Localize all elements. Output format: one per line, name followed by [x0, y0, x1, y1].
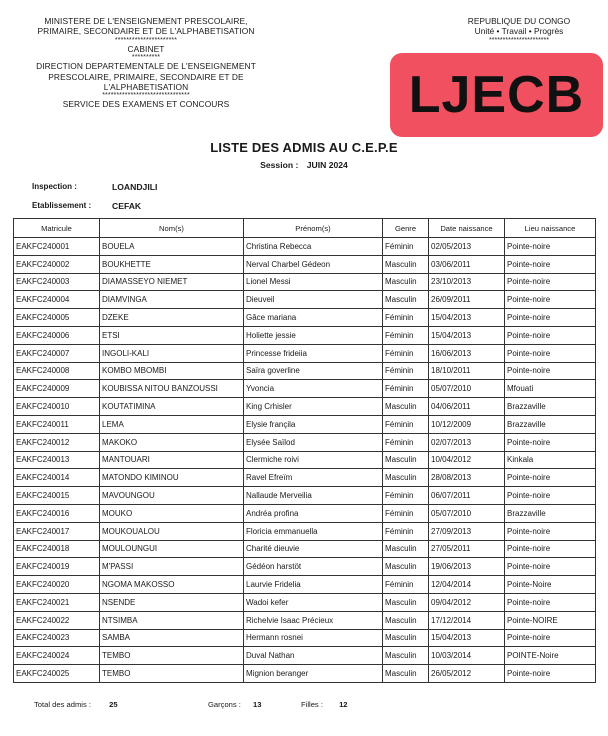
cell-nom: BOUKHETTE: [100, 255, 244, 273]
cell-prenom: King Crhisler: [244, 398, 383, 416]
cell-matricule: EAKFC240010: [14, 398, 100, 416]
cell-lieu-naissance: Brazzaville: [505, 415, 596, 433]
cell-date-naissance: 05/07/2010: [429, 380, 505, 398]
cell-date-naissance: 27/09/2013: [429, 522, 505, 540]
ministry-header: [20, 16, 272, 110]
cell-nom: DIAMASSEYO NIEMET: [100, 273, 244, 291]
cell-prenom: Gédéon harstöt: [244, 558, 383, 576]
table-row: [14, 362, 596, 380]
admis-table: [13, 218, 596, 683]
cabinet-label: CABINET: [127, 43, 165, 54]
cell-genre: Féminin: [383, 576, 429, 594]
table-row: [14, 487, 596, 505]
cell-nom: INGOLI-KALI: [100, 344, 244, 362]
cell-matricule: EAKFC240022: [14, 611, 100, 629]
cell-prenom: Lionel Messi: [244, 273, 383, 291]
cell-prenom: Hermann rosnei: [244, 629, 383, 647]
document-title: LISTE DES ADMIS AU C.E.P.E: [210, 140, 398, 155]
cell-matricule: EAKFC240020: [14, 576, 100, 594]
column-header-genre: Genre: [383, 219, 429, 238]
cell-nom: DZEKE: [100, 309, 244, 327]
cell-lieu-naissance: Brazzaville: [505, 504, 596, 522]
direction-line-2: PRESCOLAIRE, PRIMAIRE, SECONDAIRE ET DE: [48, 71, 244, 82]
table-row: [14, 398, 596, 416]
cell-date-naissance: 15/04/2013: [429, 629, 505, 647]
country-motto: Unité • Travail • Progrès: [474, 26, 564, 37]
cell-lieu-naissance: Pointe-noire: [505, 291, 596, 309]
cell-lieu-naissance: Pointe-noire: [505, 593, 596, 611]
cell-date-naissance: 10/03/2014: [429, 647, 505, 665]
cell-matricule: EAKFC240003: [14, 273, 100, 291]
cell-genre: Féminin: [383, 380, 429, 398]
garcons-label: Garçons :: [208, 700, 241, 709]
cell-matricule: EAKFC240014: [14, 469, 100, 487]
cell-genre: Féminin: [383, 309, 429, 327]
table-row: [14, 255, 596, 273]
cell-lieu-naissance: Pointe-noire: [505, 255, 596, 273]
table-row: [14, 273, 596, 291]
table-row: [14, 629, 596, 647]
cell-lieu-naissance: Mfouati: [505, 380, 596, 398]
cell-genre: Masculin: [383, 540, 429, 558]
cell-matricule: EAKFC240017: [14, 522, 100, 540]
cell-date-naissance: 02/07/2013: [429, 433, 505, 451]
table-row: [14, 593, 596, 611]
cell-lieu-naissance: Pointe-NOIRE: [505, 611, 596, 629]
cell-prenom: Nerval Charbel Gédeon: [244, 255, 383, 273]
cell-matricule: EAKFC240006: [14, 326, 100, 344]
cell-genre: Masculin: [383, 451, 429, 469]
table-header-row: [14, 219, 596, 238]
cell-prenom: Mignion beranger: [244, 665, 383, 683]
etablissement-value: CEFAK: [112, 201, 142, 211]
total-value: 25: [109, 700, 118, 709]
cell-prenom: Duval Nathan: [244, 647, 383, 665]
cell-nom: KOMBO MBOMBI: [100, 362, 244, 380]
column-header-date-naissance: Date naissance: [429, 219, 505, 238]
separator: **********************: [489, 36, 549, 44]
cell-genre: Féminin: [383, 433, 429, 451]
cell-genre: Masculin: [383, 647, 429, 665]
cell-date-naissance: 05/07/2010: [429, 504, 505, 522]
cell-prenom: Richelvie Isaac Précieux: [244, 611, 383, 629]
cell-nom: MAVOUNGOU: [100, 487, 244, 505]
garcons-value: 13: [253, 700, 262, 709]
inspection-value: LOANDJILI: [112, 182, 158, 192]
separator: *******************************: [102, 92, 190, 100]
cell-genre: Masculin: [383, 469, 429, 487]
cell-nom: NTSIMBA: [100, 611, 244, 629]
cell-prenom: Andréa profina: [244, 504, 383, 522]
cell-date-naissance: 04/06/2011: [429, 398, 505, 416]
table-row: [14, 451, 596, 469]
cell-lieu-naissance: Pointe-noire: [505, 540, 596, 558]
cell-matricule: EAKFC240009: [14, 380, 100, 398]
table-row: [14, 309, 596, 327]
cell-nom: M'PASSI: [100, 558, 244, 576]
filles-value: 12: [339, 700, 348, 709]
cell-genre: Féminin: [383, 487, 429, 505]
cell-matricule: EAKFC240025: [14, 665, 100, 683]
cell-matricule: EAKFC240008: [14, 362, 100, 380]
cell-prenom: Charité dieuvie: [244, 540, 383, 558]
cell-nom: DIAMVINGA: [100, 291, 244, 309]
column-header-noms: Nom(s): [100, 219, 244, 238]
cell-nom: KOUTATIMINA: [100, 398, 244, 416]
cell-date-naissance: 09/04/2012: [429, 593, 505, 611]
cell-matricule: EAKFC240021: [14, 593, 100, 611]
cell-matricule: EAKFC240004: [14, 291, 100, 309]
cell-lieu-naissance: Pointe-noire: [505, 558, 596, 576]
table-row: [14, 415, 596, 433]
cell-date-naissance: 26/05/2012: [429, 665, 505, 683]
cell-nom: MANTOUARI: [100, 451, 244, 469]
table-row: [14, 291, 596, 309]
ministry-line-1: MINISTERE DE L'ENSEIGNEMENT PRESCOLAIRE,: [44, 16, 248, 26]
cell-prenom: Princesse frideiia: [244, 344, 383, 362]
service-label: SERVICE DES EXAMENS ET CONCOURS: [62, 99, 230, 110]
cell-date-naissance: 28/08/2013: [429, 469, 505, 487]
cell-date-naissance: 16/06/2013: [429, 344, 505, 362]
cell-lieu-naissance: Pointe-noire: [505, 469, 596, 487]
cell-genre: Masculin: [383, 273, 429, 291]
cell-lieu-naissance: Pointe-noire: [505, 629, 596, 647]
table-row: [14, 647, 596, 665]
cell-prenom: Holiette jessie: [244, 326, 383, 344]
cell-genre: Féminin: [383, 344, 429, 362]
cell-lieu-naissance: Pointe-noire: [505, 487, 596, 505]
session-line: [0, 160, 608, 170]
cell-nom: BOUELA: [100, 238, 244, 256]
cell-matricule: EAKFC240011: [14, 415, 100, 433]
cell-date-naissance: 02/05/2013: [429, 238, 505, 256]
cell-lieu-naissance: Pointe-noire: [505, 362, 596, 380]
cell-genre: Masculin: [383, 611, 429, 629]
cell-date-naissance: 19/06/2013: [429, 558, 505, 576]
table-row: [14, 540, 596, 558]
inspection-line: [32, 182, 158, 192]
cell-genre: Féminin: [383, 522, 429, 540]
cell-genre: Féminin: [383, 504, 429, 522]
cell-matricule: EAKFC240001: [14, 238, 100, 256]
cell-prenom: Wadoi kefer: [244, 593, 383, 611]
cell-date-naissance: 15/04/2013: [429, 326, 505, 344]
cell-prenom: Nallaude Merveilia: [244, 487, 383, 505]
cell-genre: Masculin: [383, 291, 429, 309]
cell-lieu-naissance: Pointe-noire: [505, 344, 596, 362]
ministry-line-2: PRIMAIRE, SECONDAIRE ET DE L'ALPHABETISATION: [37, 26, 255, 37]
cell-lieu-naissance: Pointe-noire: [505, 522, 596, 540]
cell-genre: Masculin: [383, 665, 429, 683]
cell-genre: Masculin: [383, 558, 429, 576]
cell-prenom: Ravel Efreïm: [244, 469, 383, 487]
total-label: Total des admis :: [34, 700, 91, 709]
cell-matricule: EAKFC240023: [14, 629, 100, 647]
cell-lieu-naissance: Pointe-noire: [505, 238, 596, 256]
cell-date-naissance: 03/06/2011: [429, 255, 505, 273]
inspection-label: Inspection :: [32, 182, 77, 191]
cell-nom: LEMA: [100, 415, 244, 433]
table-body: [14, 238, 596, 683]
cell-nom: TEMBO: [100, 665, 244, 683]
cell-genre: Féminin: [383, 238, 429, 256]
table-row: [14, 576, 596, 594]
separator: **********: [131, 54, 161, 62]
cell-nom: MATONDO KIMINOU: [100, 469, 244, 487]
table-row: [14, 238, 596, 256]
session-label: Session :: [260, 160, 299, 170]
cell-prenom: Laurvie Fridelia: [244, 576, 383, 594]
table-row: [14, 380, 596, 398]
etablissement-line: [32, 201, 142, 211]
cell-matricule: EAKFC240016: [14, 504, 100, 522]
cell-nom: MOUKOUALOU: [100, 522, 244, 540]
cell-date-naissance: 17/12/2014: [429, 611, 505, 629]
cell-prenom: Saïra goverline: [244, 362, 383, 380]
cell-date-naissance: 10/12/2009: [429, 415, 505, 433]
table-row: [14, 522, 596, 540]
cell-nom: MOULOUNGUI: [100, 540, 244, 558]
column-header-lieu-naissance: Lieu naissance: [505, 219, 596, 238]
table-row: [14, 326, 596, 344]
cell-nom: KOUBISSA NITOU BANZOUSSI: [100, 380, 244, 398]
table-row: [14, 469, 596, 487]
cell-lieu-naissance: Pointe-noire: [505, 309, 596, 327]
cell-genre: Masculin: [383, 593, 429, 611]
filles-count: [301, 700, 348, 709]
cell-lieu-naissance: POINTE-Noire: [505, 647, 596, 665]
cell-nom: SAMBA: [100, 629, 244, 647]
cell-genre: Masculin: [383, 629, 429, 647]
cell-nom: NSENDE: [100, 593, 244, 611]
cell-lieu-naissance: Pointe-Noire: [505, 576, 596, 594]
cell-genre: Féminin: [383, 362, 429, 380]
cell-lieu-naissance: Pointe-noire: [505, 273, 596, 291]
cell-prenom: Dieuveil: [244, 291, 383, 309]
cell-genre: Féminin: [383, 326, 429, 344]
cell-matricule: EAKFC240005: [14, 309, 100, 327]
cell-matricule: EAKFC240013: [14, 451, 100, 469]
cell-lieu-naissance: Brazzaville: [505, 398, 596, 416]
cell-matricule: EAKFC240018: [14, 540, 100, 558]
cell-nom: TEMBO: [100, 647, 244, 665]
column-header-prenoms: Prénom(s): [244, 219, 383, 238]
cell-lieu-naissance: Pointe-noire: [505, 665, 596, 683]
table-row: [14, 433, 596, 451]
total-admis: [34, 700, 118, 709]
cell-prenom: Elysée Saïlod: [244, 433, 383, 451]
cell-date-naissance: 12/04/2014: [429, 576, 505, 594]
table-row: [14, 504, 596, 522]
table-row: [14, 558, 596, 576]
cell-genre: Masculin: [383, 398, 429, 416]
cell-nom: NGOMA MAKOSSO: [100, 576, 244, 594]
session-value: JUIN 2024: [306, 160, 348, 170]
cell-prenom: Elysie françila: [244, 415, 383, 433]
cell-nom: ETSI: [100, 326, 244, 344]
table-row: [14, 665, 596, 683]
separator: **********************: [114, 36, 178, 44]
direction-line-1: DIRECTION DEPARTEMENTALE DE L'ENSEIGNEMENT: [36, 61, 256, 72]
cell-date-naissance: 18/10/2011: [429, 362, 505, 380]
cell-nom: MOUKO: [100, 504, 244, 522]
cell-date-naissance: 23/10/2013: [429, 273, 505, 291]
cell-prenom: Yvoncia: [244, 380, 383, 398]
table-row: [14, 344, 596, 362]
cell-date-naissance: 27/05/2011: [429, 540, 505, 558]
cell-lieu-naissance: Kinkala: [505, 451, 596, 469]
cell-date-naissance: 10/04/2012: [429, 451, 505, 469]
table-row: [14, 611, 596, 629]
cell-prenom: Clermiche roivi: [244, 451, 383, 469]
cell-lieu-naissance: Pointe-noire: [505, 433, 596, 451]
cell-prenom: Christina Rebecca: [244, 238, 383, 256]
cell-prenom: Floricia emmanuella: [244, 522, 383, 540]
column-header-matricule: Matricule: [14, 219, 100, 238]
cell-date-naissance: 15/04/2013: [429, 309, 505, 327]
cell-date-naissance: 26/09/2011: [429, 291, 505, 309]
cell-matricule: EAKFC240019: [14, 558, 100, 576]
cell-prenom: Gâce mariana: [244, 309, 383, 327]
cell-genre: Féminin: [383, 415, 429, 433]
cell-matricule: EAKFC240007: [14, 344, 100, 362]
cell-genre: Masculin: [383, 255, 429, 273]
cell-nom: MAKOKO: [100, 433, 244, 451]
garcons-count: [208, 700, 262, 709]
watermark-stamp: LJECB: [390, 53, 603, 137]
cell-matricule: EAKFC240024: [14, 647, 100, 665]
country-name: REPUBLIQUE DU CONGO: [467, 16, 571, 26]
cell-matricule: EAKFC240012: [14, 433, 100, 451]
filles-label: Filles :: [301, 700, 323, 709]
etablissement-label: Etablissement :: [32, 201, 92, 210]
cell-date-naissance: 06/07/2011: [429, 487, 505, 505]
cell-lieu-naissance: Pointe-noire: [505, 326, 596, 344]
cell-matricule: EAKFC240015: [14, 487, 100, 505]
direction-line-3: L'ALPHABETISATION: [103, 82, 189, 93]
cell-matricule: EAKFC240002: [14, 255, 100, 273]
republic-header: [448, 16, 590, 44]
